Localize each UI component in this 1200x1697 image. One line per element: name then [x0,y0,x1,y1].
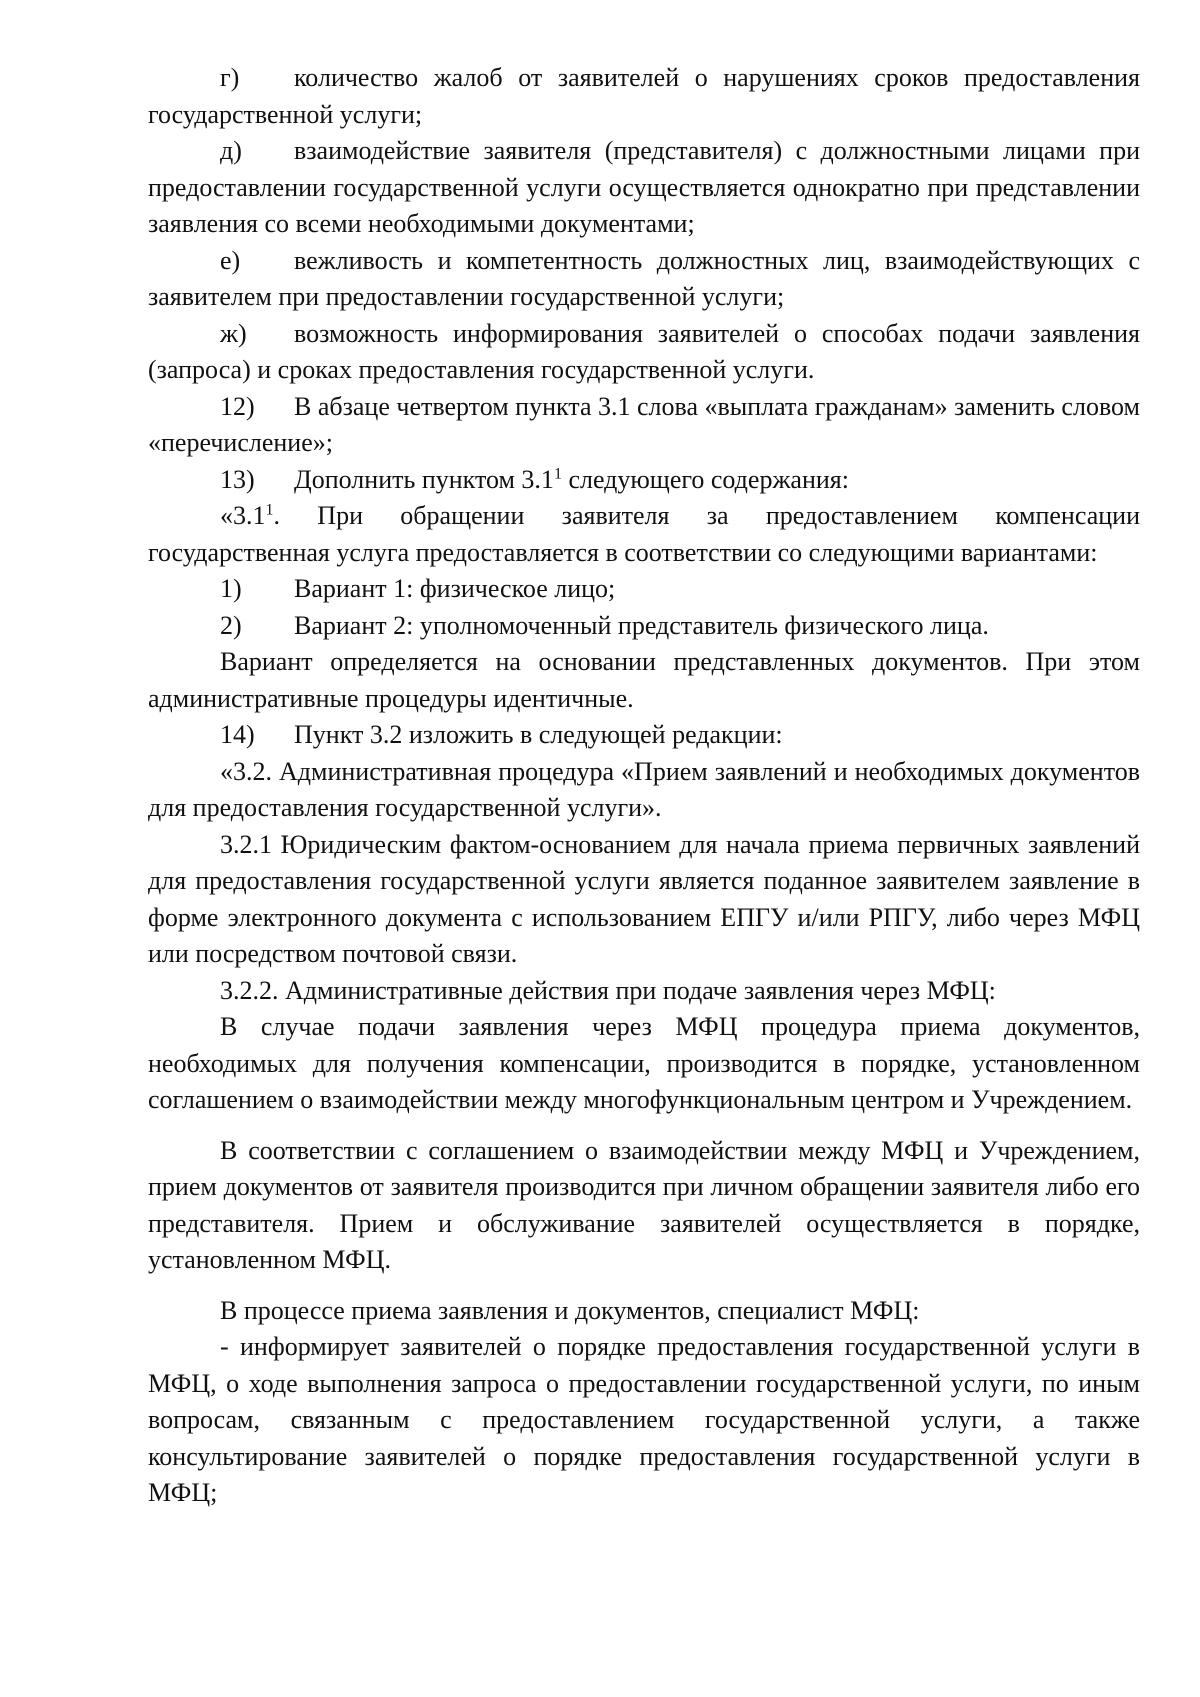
paragraph-text: . При обращении заявителя за предоставлением компенсации государственная услуга предоставляется в соответствии со следующими вариантами: [148,501,1140,567]
list-marker: 2) [220,610,242,640]
paragraph-clause-3-2-1 [148,827,1140,973]
paragraph-mfc-agreement [148,1133,1140,1279]
paragraph-clause-3-2-2 [148,973,1140,1010]
paragraph-variant-note [148,644,1140,717]
paragraph-text: Вариант 2: уполномоченный представитель физического лица. [294,610,989,640]
paragraph-item-zh [148,316,1140,389]
paragraph-text: взаимодействие заявителя (представителя) с должностными лицами при предоставлении государственной услуги осуществляется однократно при представлении заявления со всеми необходимыми документами; [148,136,1140,238]
paragraph-item-g [148,60,1140,133]
paragraph-item-12 [148,389,1140,462]
paragraph-text: возможность информирования заявителей о способах подачи заявления (запроса) и сроках предоставления государственной услуги. [148,318,1140,384]
paragraph-clause-3-2 [148,754,1140,827]
superscript: 1 [553,464,562,482]
paragraph-text: 3.2.2. Административные действия при подаче заявления через МФЦ: [220,975,996,1005]
paragraph-text: В соответствии с соглашением о взаимодействии между МФЦ и Учреждением, прием документов от заявителя производится при личном обращении заявителя либо его представителя. Прием и обслуживание заявителей осуществляется в порядке, установленном МФЦ. [148,1135,1140,1274]
paragraph-text: следующего содержания: [561,464,849,494]
list-marker: ж) [220,318,247,348]
list-marker: 1) [220,574,242,603]
paragraph-text: вежливость и компетентность должностных лиц, взаимодействующих с заявителем при предоставлении государственной услуги; [148,245,1140,311]
paragraph-text: «3.2. Административная процедура «Прием заявлений и необходимых документов для предоставления государственной услуги». [148,756,1140,822]
paragraph-text: В абзаце четвертом пункта 3.1 слова «выплата гражданам» заменить словом «перечисление»; [148,391,1140,457]
paragraph-item-13 [148,462,1140,499]
paragraph-variant-1 [148,571,1140,608]
paragraph-text: 3.2.1 Юридическим фактом-основанием для начала приема первичных заявлений для предоставления государственной услуги является поданное заявителем заявление в форме электронного документа с использованием ЕПГУ и/или РПГУ, либо через МФЦ или посредством почтовой связи. [148,829,1140,968]
paragraph-text: Дополнить пунктом 3.1 [294,464,554,494]
list-marker: е) [220,245,241,275]
paragraph-text: - информирует заявителей о порядке предоставления государственной услуги в МФЦ, о ходе выполнения запроса о предоставлении государственной услуги, по иным вопросам, связанным с предоставлением государственной услуги, а также консультирование заявителей о порядке предоставления государственной услуги в МФЦ; [148,1332,1140,1507]
paragraph-mfc-informs [148,1329,1140,1512]
paragraph-mfc-specialist [148,1293,1140,1330]
list-marker: 12) [220,391,255,421]
paragraph-variant-2 [148,608,1140,645]
paragraph-text: Вариант 1: физическое лицо; [294,574,616,603]
list-marker: г) [220,63,240,92]
paragraph-text: количество жалоб от заявителей о нарушениях сроков предоставления государственной услуги; [148,63,1140,129]
paragraph-text: «3.1 [220,501,266,530]
paragraph-text: Пункт 3.2 изложить в следующей редакции: [294,720,783,749]
paragraph-item-e [148,243,1140,316]
paragraph-item-14 [148,717,1140,754]
list-marker: 14) [220,720,255,749]
paragraph-item-d [148,133,1140,243]
paragraph-text: В случае подачи заявления через МФЦ процедура приема документов, необходимых для получения компенсации, производится в порядке, установленном соглашением о взаимодействии между многофункциональным центром и Учреждением. [148,1012,1140,1114]
paragraph-text: Вариант определяется на основании представленных документов. При этом административные процедуры идентичные. [148,647,1140,713]
document-body [148,60,1140,1512]
paragraph-text: В процессе приема заявления и документов, специалист МФЦ: [220,1295,920,1325]
list-marker: 13) [220,464,255,494]
paragraph-mfc-procedure [148,1009,1140,1119]
paragraph-clause-3-1-1 [148,498,1140,571]
list-marker: д) [220,136,242,165]
superscript: 1 [265,501,274,519]
